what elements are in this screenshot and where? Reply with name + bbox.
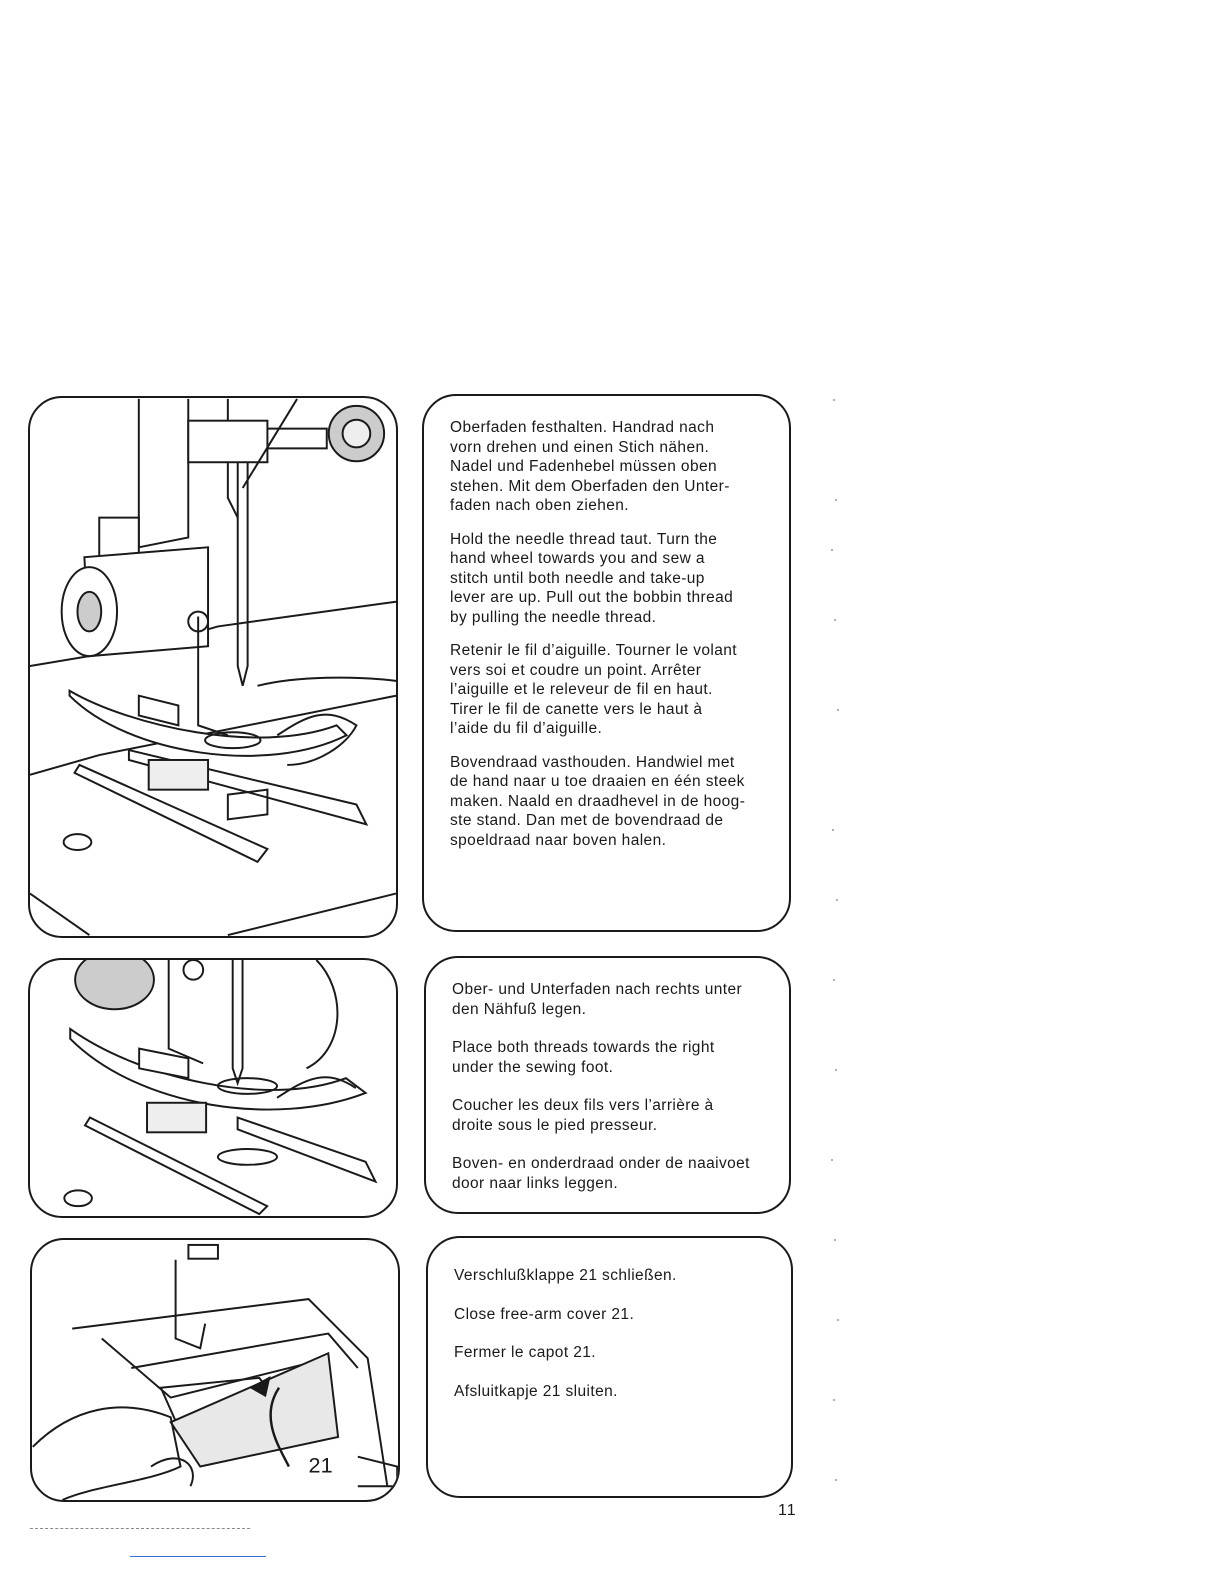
instruction-fr: Fermer le capot 21. <box>454 1344 596 1361</box>
instruction-nl: Bovendraad vasthouden. Handwiel met de hand naar u toe draaien en één steek maken. Naald en draadhevel in de hoog- ste stand. Dan met de bovendraad de spoeldraad naar boven halen. <box>450 753 746 849</box>
scan-artifact-blue-line <box>130 1556 266 1557</box>
instruction-fr: Retenir le fil d’aiguille. Tourner le volant vers soi et coudre un point. Arrêter l’aiguille et le releveur de fil en haut. Tirer le fil de canette vers le haut à l’aide du fil d’aiguille. <box>450 642 737 737</box>
instruction-en: Close free-arm cover 21. <box>454 1305 635 1323</box>
illustration-thread-pull <box>28 396 398 938</box>
instruction-box-1 <box>422 394 791 932</box>
page-number: 11 <box>778 1502 797 1519</box>
instruction-de: Oberfaden festhalten. Handrad nach vorn drehen und einen Stich nähen. Nadel und Fadenhebel müssen oben stehen. Mit dem Oberfaden den Unter- faden nach oben ziehen. <box>450 419 730 514</box>
instruction-en: Hold the needle thread taut. Turn the hand wheel towards you and sew a stitch until both needle and take-up lever are up. Pull out the bobbin thread by pulling the needle thread. <box>450 530 734 626</box>
instruction-de: Verschlußklappe 21 schließen. <box>454 1267 677 1284</box>
figure-label: 21 <box>308 1452 333 1478</box>
illustration-threads-under-foot <box>28 958 398 1218</box>
instruction-nl: Boven- en onderdraad onder de naaivoet door naar links leggen. <box>452 1155 750 1192</box>
instruction-de: Ober- und Unterfaden nach rechts unter den Nähfuß legen. <box>452 981 743 1018</box>
instruction-box-2 <box>424 956 791 1214</box>
instruction-en: Place both threads towards the right under the sewing foot. <box>452 1039 715 1076</box>
illustration-close-cover <box>30 1238 400 1502</box>
scan-specks <box>826 380 846 1530</box>
instruction-fr: Coucher les deux fils vers l’arrière à droite sous le pied presseur. <box>452 1097 714 1134</box>
scan-artifact-line <box>30 1528 250 1529</box>
instruction-box-3 <box>426 1236 793 1498</box>
instruction-nl: Afsluitkapje 21 sluiten. <box>454 1382 618 1400</box>
